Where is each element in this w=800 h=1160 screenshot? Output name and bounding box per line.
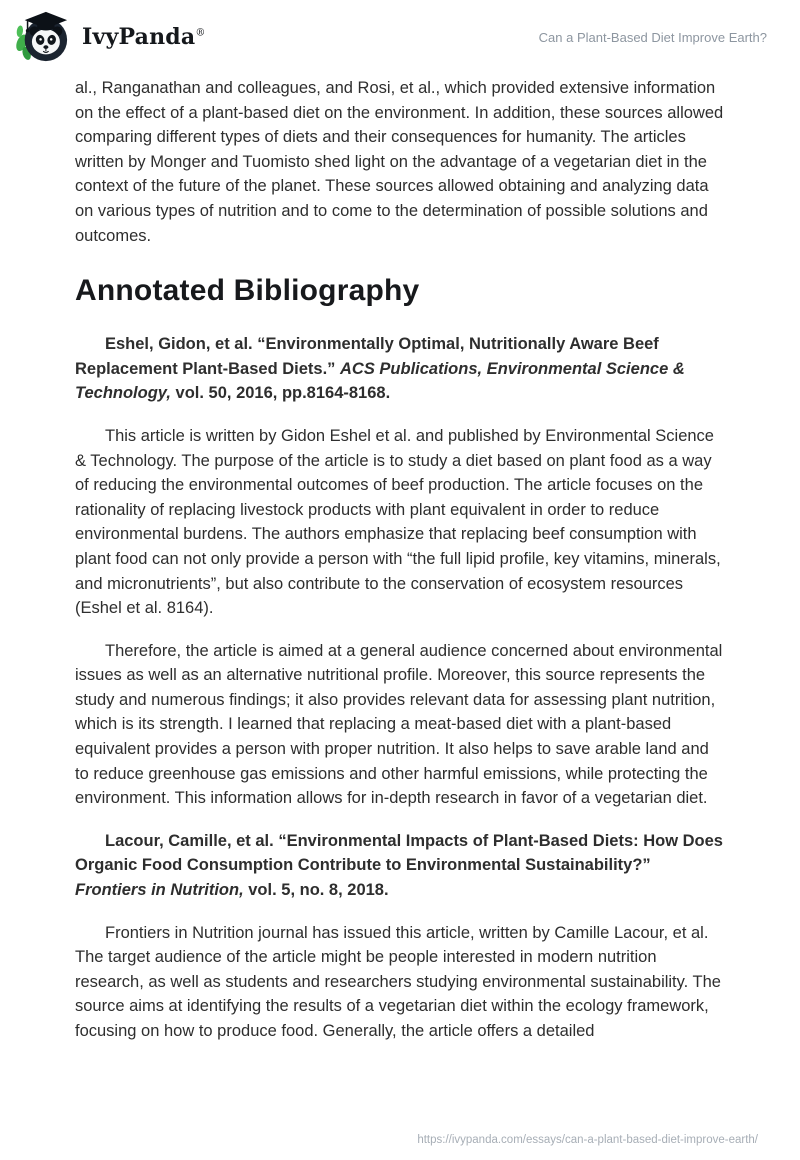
brand-text: IvyPanda bbox=[82, 24, 196, 50]
citation-text: vol. 50, 2016, pp.8164-8168. bbox=[170, 384, 391, 403]
body-text: This article is written by Gidon Eshel et al. and published by Environmental Science & Technology. The purpose of the article is to study a diet based on plant food as a way of reducing the environmental outcomes of beef production. The article focuses on the rationality of replacing livestock products with plant equivalent in order to reduce environmental burdens. The authors emphasize that replacing beef consumption with plant food can not only provide a person with “the full lipid profile, key vitamins, minerals, and micronutrients”, but also contribute to the conservation of ecosystem resources (Eshel et al. 8164). bbox=[75, 426, 721, 618]
citation-text: vol. 5, no. 8, 2018. bbox=[243, 881, 389, 900]
ivypanda-logo-icon bbox=[14, 10, 72, 64]
body-text: Frontiers in Nutrition journal has issued this article, written by Camille Lacour, et al. The target audience of the article might be people interested in modern nutrition research, as well as students and researchers studying environmental sustainability. The source aims at identifying the results of a vegetarian diet within the ecology framework, focusing on how to produce food. Generally, the article offers a detailed bbox=[75, 923, 721, 1040]
page-header bbox=[0, 0, 800, 62]
citation-text: ACS Publications, Environmental Science & Technology, bbox=[75, 359, 685, 403]
brand-name[interactable] bbox=[82, 24, 206, 50]
paragraph bbox=[75, 921, 725, 1044]
citation-text: Lacour, Camille, et al. “Environmental Impacts of Plant-Based Diets: How Does Organic Food Consumption Contribute to Environmental Sustainability?” bbox=[75, 831, 723, 875]
footer-url[interactable]: https://ivypanda.com/essays/can-a-plant-based-diet-improve-earth/ bbox=[417, 1134, 758, 1146]
citation-text: Eshel, Gidon, et al. “Environmentally Optimal, Nutritionally Aware Beef Replacement Plant-Based Diets.” bbox=[75, 335, 659, 378]
paragraph bbox=[75, 639, 725, 811]
paragraph bbox=[75, 332, 725, 406]
section-heading: Annotated Bibliography bbox=[75, 274, 420, 308]
citation-text: Frontiers in Nutrition, bbox=[75, 881, 244, 900]
body-text: Therefore, the article is aimed at a general audience concerned about environmental issues as well as an alternative nutritional profile. Moreover, this source represents the study and numerous findings; it also provides relevant data for assessing plant nutrition, which is its strength. I learned that replacing a meat-based diet with a plant-based equivalent provides a person with proper nutrition. It also helps to save arable land and to reduce greenhouse gas emissions and other harmful emissions, while protecting the environment. This information allows for in-depth research in favor of a vegetarian diet. bbox=[75, 641, 723, 808]
paragraph bbox=[75, 76, 725, 248]
document-content bbox=[0, 62, 800, 1044]
paragraph bbox=[75, 424, 725, 621]
header-doc-title: Can a Plant-Based Diet Improve Earth? bbox=[538, 29, 767, 45]
registered-mark: ® bbox=[195, 27, 206, 39]
body-text: al., Ranganathan and colleagues, and Rosi, et al., which provided extensive information on the effect of a plant-based diet on the environment. In addition, these sources allowed comparing different types of diets and their consequences for humanity. The articles written by Monger and Tuomisto shed light on the advantage of a vegetarian diet in the context of the future of the planet. These sources allowed obtaining and analyzing data on various types of nutrition and to come to the determination of possible solutions and outcomes. bbox=[75, 79, 724, 245]
paragraph bbox=[75, 829, 725, 903]
